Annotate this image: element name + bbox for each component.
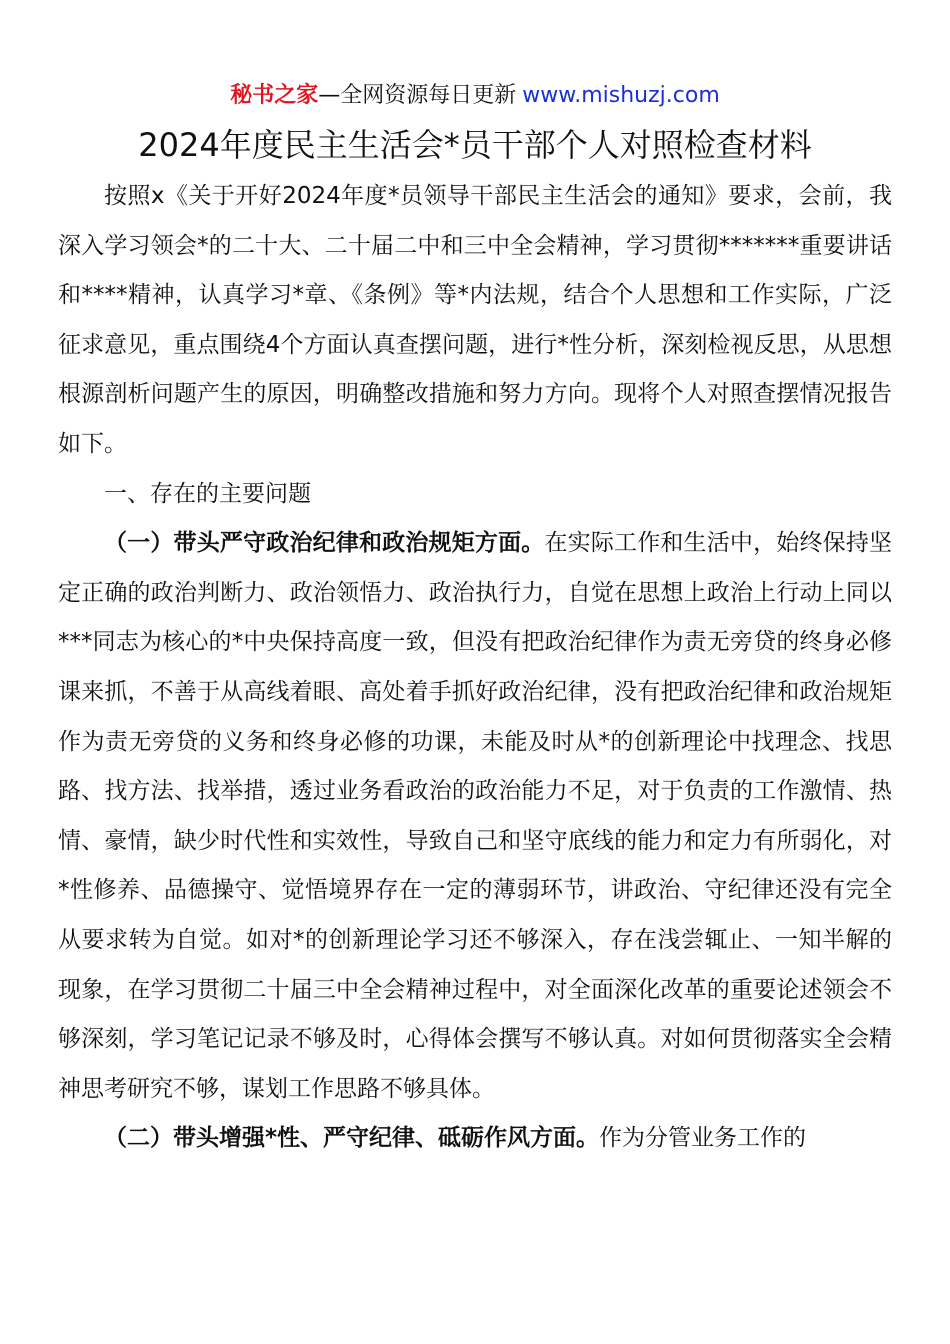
document-body [58, 172, 892, 1164]
item-2-paragraph [58, 1114, 892, 1164]
item-1-paragraph [58, 519, 892, 1114]
site-url-link[interactable]: www.mishuzj.com [522, 83, 720, 108]
intro-paragraph: 按照x《关于开好2024年度*员领导干部民主生活会的通知》要求，会前，我深入学习领会*的二十大、二十届二中和三中全会精神，学习贯彻*******重要讲话和****精神，认真学习*章、《条例》等*内法规，结合个人思想和工作实际，广泛征求意见，重点围绕4个方面认真查摆问题，进行*性分析，深刻检视反思，从思想根源剖析问题产生的原因，明确整改措施和努力方向。现将个人对照查摆情况报告如下。 [58, 183, 892, 457]
item-1-text: 在实际工作和生活中，始终保持坚定正确的政治判断力、政治领悟力、政治执行力，自觉在思想上政治上行动上同以***同志为核心的*中央保持高度一致，但没有把政治纪律作为责无旁贷的终身必修课来抓，不善于从高线着眼、高处着手抓好政治纪律，没有把政治纪律和政治规矩作为责无旁贷的义务和终身必修的功课，未能及时从*的创新理论中找理念、找思路、找方法、找举措，透过业务看政治的政治能力不足，对于负责的工作激情、热情、豪情，缺少时代性和实效性，导致自己和坚守底线的能力和定力有所弱化，对*性修养、品德操守、觉悟境界存在一定的薄弱环节，讲政治、守纪律还没有完全从要求转为自觉。如对*的创新理论学习还不够深入，存在浅尝辄止、一知半解的现象，在学习贯彻二十届三中全会精神过程中，对全面深化改革的重要论述领会不够深刻，学习笔记记录不够及时，心得体会撰写不够认真。对如何贯彻落实全会精神思考研究不够，谋划工作思路不够具体。 [58, 530, 893, 1102]
header-dash: — [318, 83, 341, 108]
site-slogan: 全网资源每日更新 [340, 83, 517, 108]
section-heading: 一、存在的主要问题 [104, 480, 311, 507]
item-2-lead: （二）带头增强*性、严守纪律、砥砺作风方面。 [104, 1125, 600, 1152]
document-title: 2024年度民主生活会*员干部个人对照检查材料 [138, 126, 812, 164]
site-header [0, 80, 950, 112]
item-1-lead: （一）带头严守政治纪律和政治规矩方面。 [104, 530, 545, 557]
site-name: 秘书之家 [230, 83, 319, 108]
item-2-text: 作为分管业务工作的 [599, 1125, 807, 1152]
